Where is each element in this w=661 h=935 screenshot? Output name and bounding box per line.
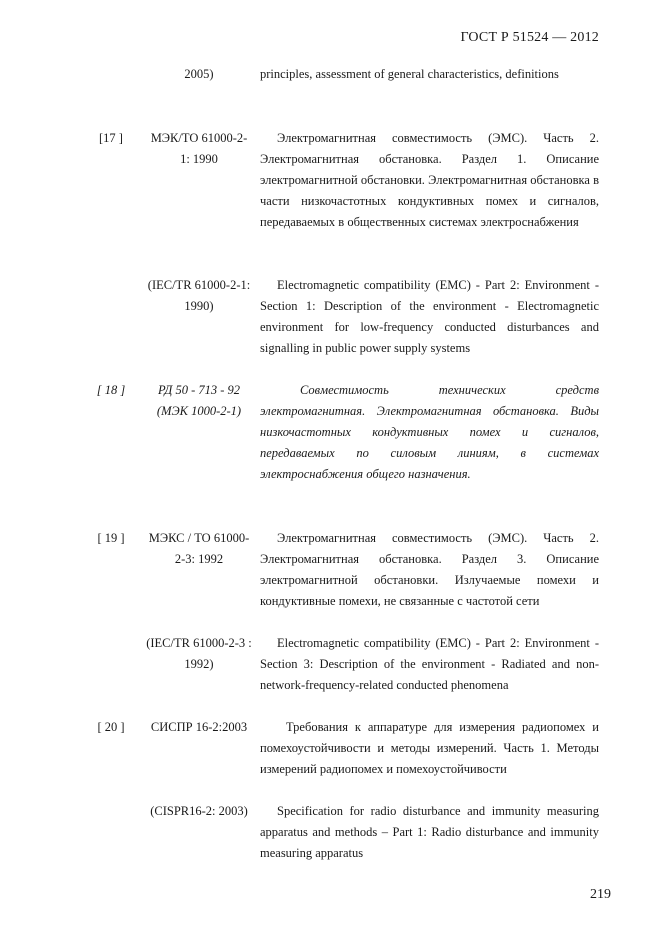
continuation-code: 2005) xyxy=(184,67,214,81)
reference-code: РД 50 - 713 - 92 (МЭК 1000-2-1) xyxy=(156,383,242,418)
reference-code-english: (CISPR16-2: 2003) xyxy=(150,804,248,818)
reference-code-english: (IEC/TR 61000-2-3 : 1992) xyxy=(146,636,252,671)
reference-number: [ 20 ] xyxy=(97,720,125,734)
reference-code: МЭК/ТО 61000-2-1: 1990 xyxy=(150,131,248,166)
reference-number: [ 19 ] xyxy=(97,531,125,545)
reference-description-english: Electromagnetic compatibility (EMC) - Part 2: Environment - Section 1: Description of the environment - Electromagnetic environment for low-frequency conducted disturbances and signalling in public power supply systems xyxy=(260,278,599,355)
reference-code: МЭКС / ТО 61000-2-3: 1992 xyxy=(148,531,250,566)
reference-description-english: Specification for radio disturbance and immunity measuring apparatus and methods – Part 1: Radio disturbance and immunity measuring apparatus xyxy=(260,804,599,860)
reference-description: Электромагнитная совместимость (ЭМС). Часть 2. Электромагнитная обстановка. Раздел 1. Описание электромагнитной обстановки. Электромагнитная обстановка в части низкочастотных кондуктивных помех и сигналов, передаваемых в общественных системах электроснабжения xyxy=(260,131,599,229)
reference-description-english: Electromagnetic compatibility (EMC) - Part 2: Environment - Section 3: Description of the environment - Radiated and non-network-frequency-related conducted phenomena xyxy=(260,636,599,692)
reference-number: [17 ] xyxy=(99,131,123,145)
reference-code-english: (IEC/TR 61000-2-1: 1990) xyxy=(147,278,251,313)
reference-number: [ 18 ] xyxy=(96,383,126,397)
document-header: ГОСТ Р 51524 — 2012 xyxy=(460,30,599,45)
reference-code: СИСПР 16-2:2003 xyxy=(150,720,248,734)
reference-description: Электромагнитная совместимость (ЭМС). Часть 2. Электромагнитная обстановка. Раздел 3. Описание электромагнитной обстановки. Излучаемые помехи и кондуктивные помехи, не связанные с частотой сети xyxy=(260,531,599,608)
continuation-description: principles, assessment of general characteristics, definitions xyxy=(260,67,559,81)
page-number: 219 xyxy=(590,887,611,902)
reference-description: Требования к аппаратуре для измерения радиопомех и помехоустойчивости и методы измерений. Часть 1. Методы измерений радиопомех и помехоустойчивости xyxy=(260,720,599,776)
reference-description: Совместимость технических средств электромагнитная. Электромагнитная обстановка. Виды низкочастотных кондуктивных помех и сигналов, передаваемых по силовым линиям, в системах электроснабжения общего назначения. xyxy=(260,383,599,481)
